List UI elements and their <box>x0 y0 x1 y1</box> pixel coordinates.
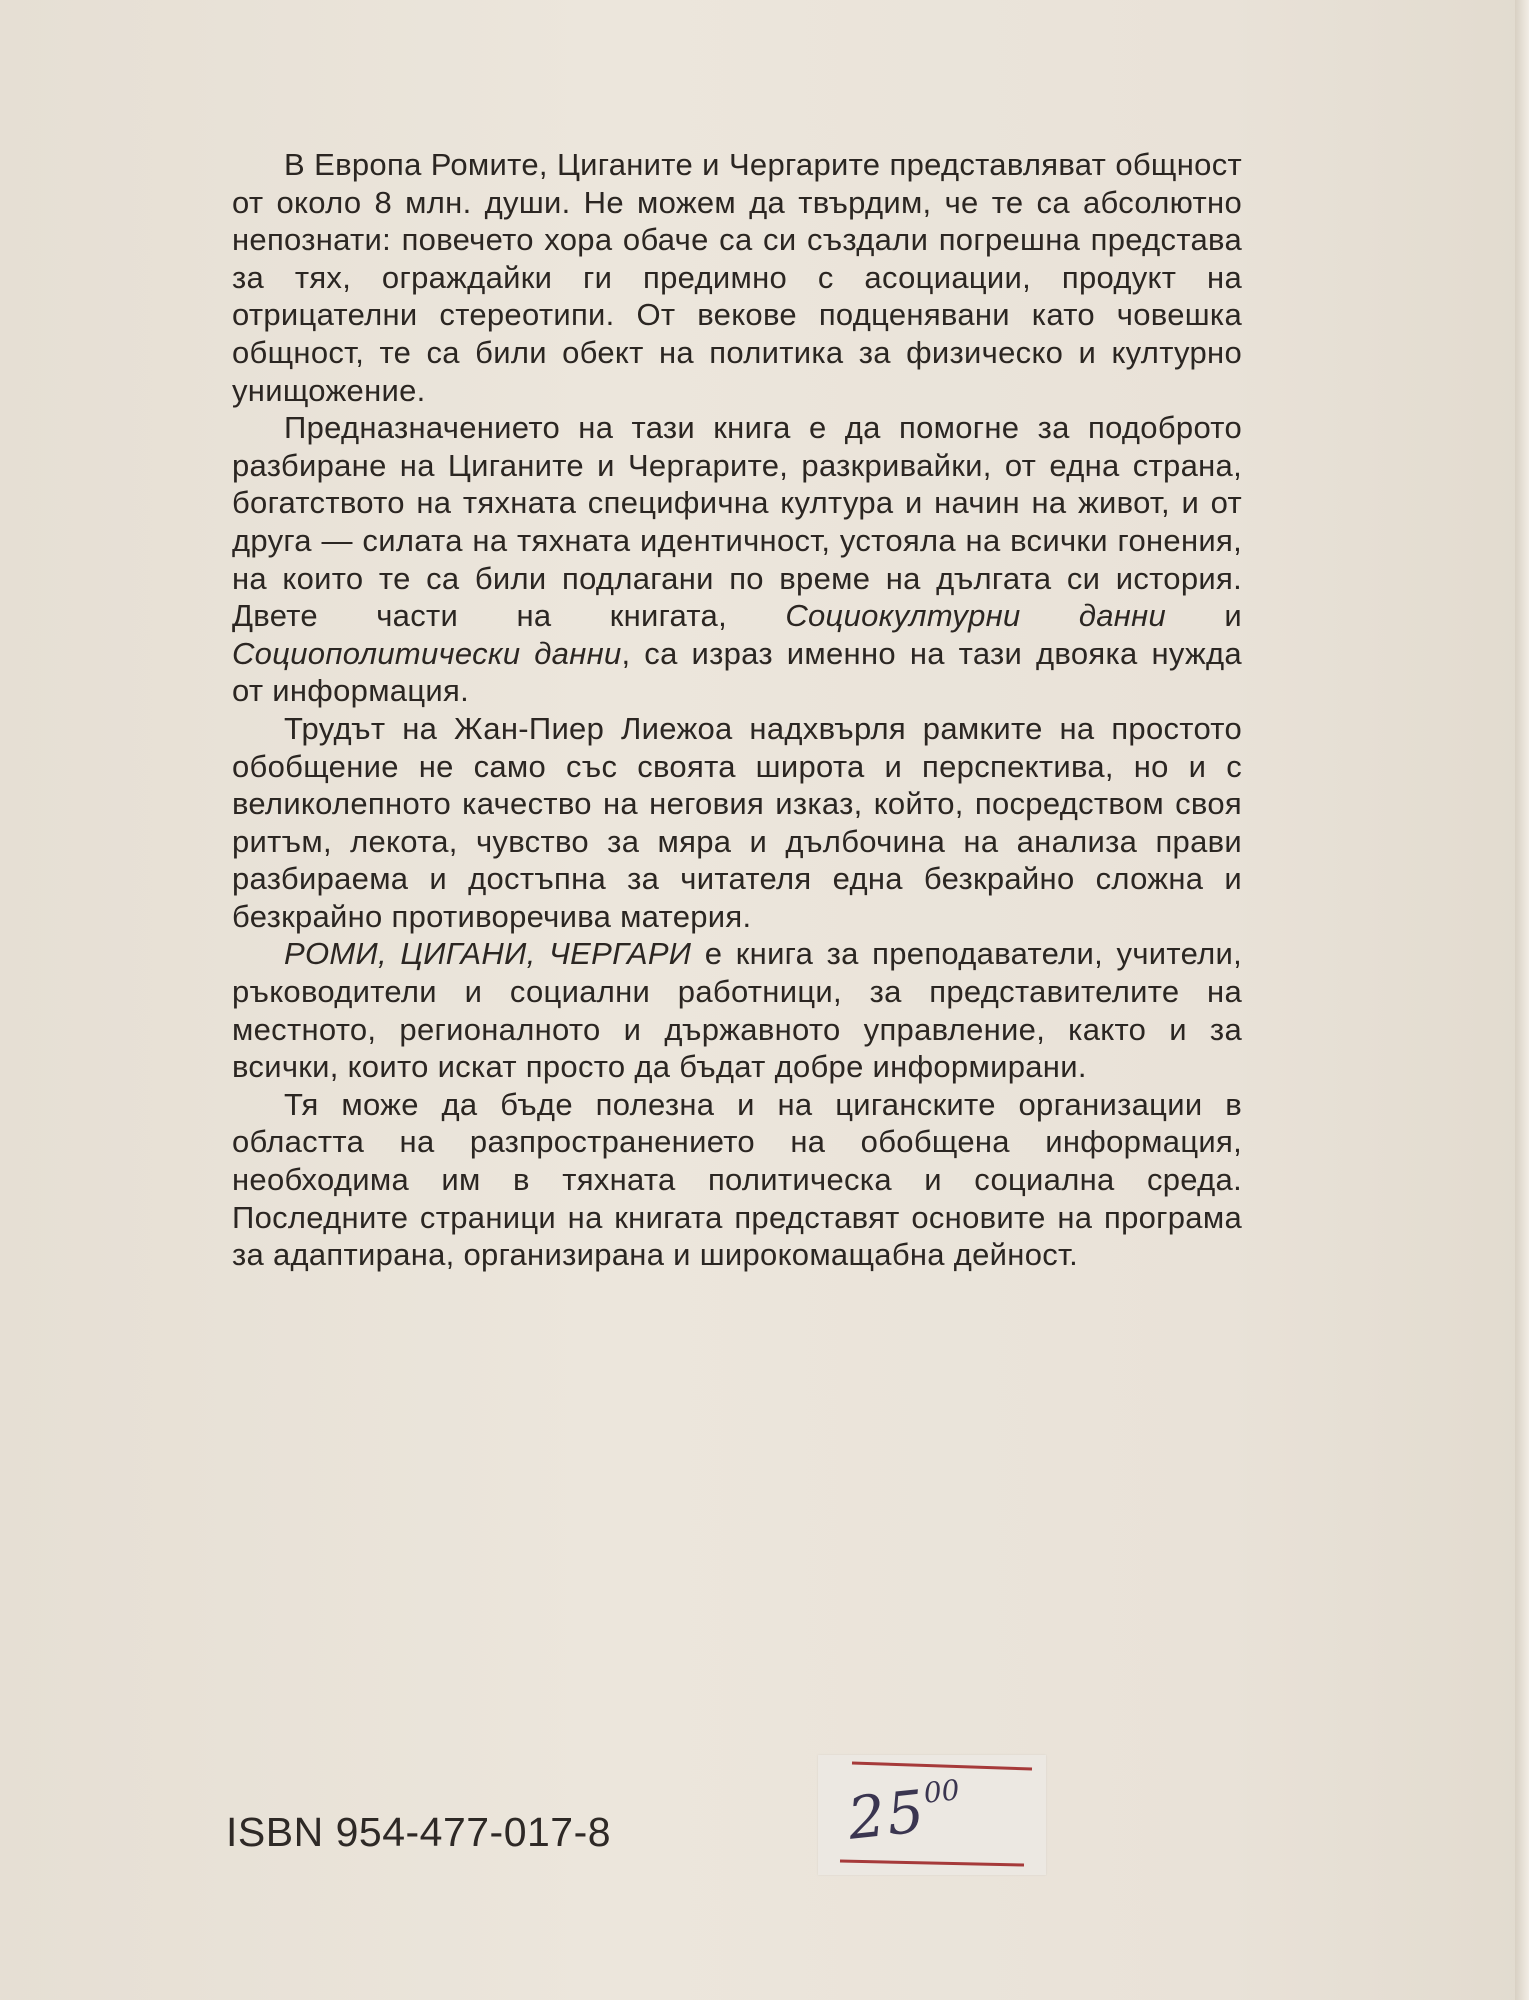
paragraph-5: Тя може да бъде полезна и на циганските организации в областта на разпространението на обобщена информация, необходима им в тяхната политическа и социална среда. Последните страници на книгата представят основите на програма за адаптирана, организирана и широкомащабна дейност. <box>232 1086 1242 1273</box>
italic-title-sociopolitical: Социополитически данни <box>232 635 622 671</box>
italic-title-sociocultural: Социокултурни данни <box>785 598 1167 634</box>
page-edge <box>1515 0 1529 2000</box>
paragraph-3: Трудът на Жан-Пиер Лиежоа надхвърля рамките на простото обобщение не само със своята широта и перспектива, но и с великолепното качество на неговия изказ, който, посредством своя ритъм, лекота, чувство за мяра и дълбочина на анализа прави разбираема и достъпна за читателя една безкрайно сложна и безкрайно противоречива материя. <box>232 710 1242 934</box>
paragraph-4: РОМИ, ЦИГАНИ, ЧЕРГАРИ е книга за преподаватели, учители, ръководители и социални работници, за представителите на местното, регионалното и държавното управление, както и за всички, които искат просто да бъдат добре информирани. <box>232 936 1242 1085</box>
blurb-text <box>232 146 1242 1274</box>
italic-book-title: РОМИ, ЦИГАНИ, ЧЕРГАРИ <box>284 936 692 972</box>
price-handwritten: $25^{00}$ <box>844 1773 962 1853</box>
isbn-number: ISBN 954-477-017-8 <box>226 1809 612 1855</box>
paragraph-1: В Европа Ромите, Циганите и Чергарите представляват общност от около 8 млн. души. Не можем да твърдим, че те са абсолютно непознати: повечето хора обаче са си създали погрешна представа за тях, ограждайки ги предимно с асоциации, продукт на отрицателни стереотипи. От векове подценявани като човешка общност, те са били обект на политика за физическо и културно унищожение. <box>232 147 1242 408</box>
price-sticker <box>818 1755 1046 1875</box>
paragraph-2: Предназначението на тази книга е да помогне за подоброто разбиране на Циганите и Чергарите, разкривайки, от една страна, богатството на тяхната специфична култура и начин на живот, и от друга — силата на тяхната идентичност, устояла на всички гонения, на които те са били подлагани по време на дългата си история. Двете части на книгата, Социокултурни данни и Социополитически данни, са израз именно на тази двояка нужда от информация. <box>232 410 1243 709</box>
